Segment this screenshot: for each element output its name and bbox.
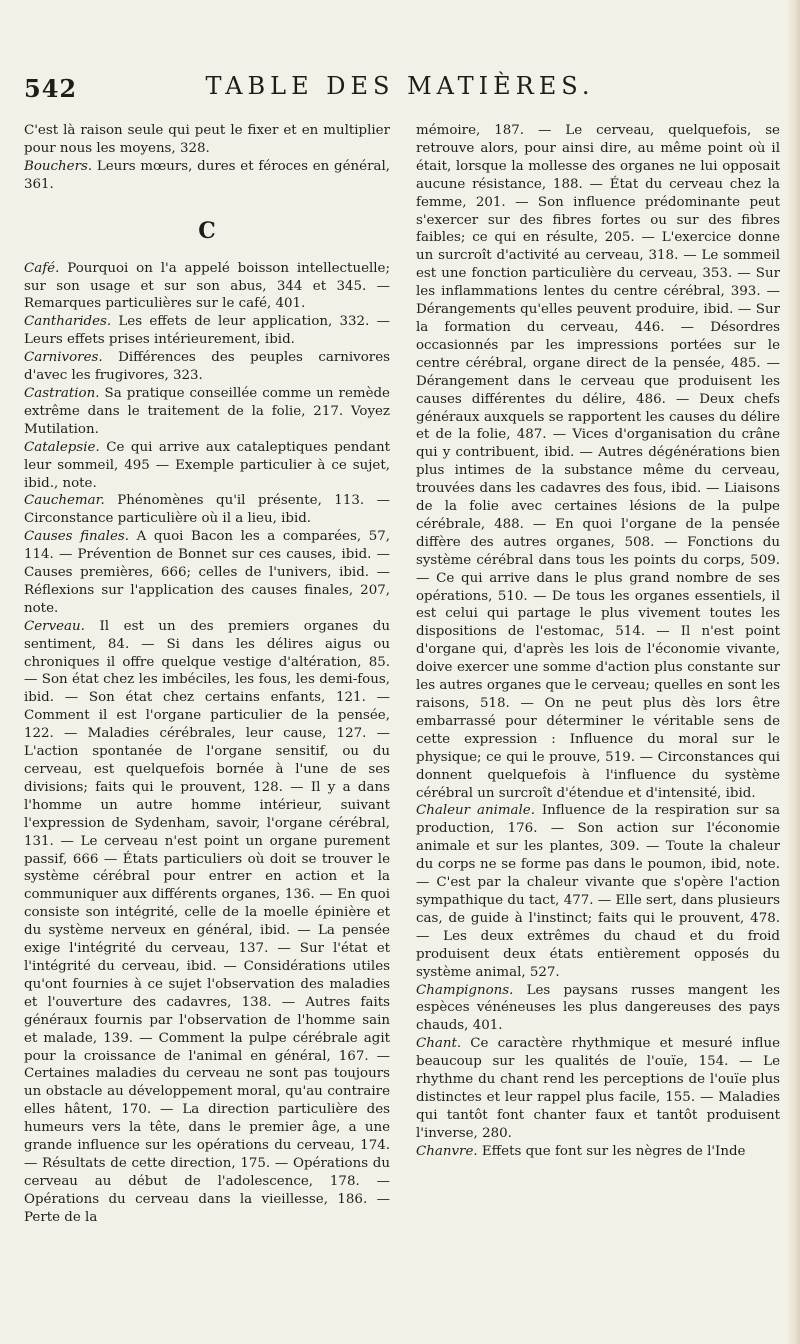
- index-entry: [24, 313, 390, 349]
- index-column-left: [24, 122, 390, 1322]
- entry-text: Les effets de leur application, 332. — Leurs effets prises intérieurement, ibid.: [24, 314, 390, 348]
- entry-text: C'est là raison seule qui peut le fixer et en multiplier pour nous les moyens, 328.: [24, 123, 390, 156]
- entry-text: Il est un des premiers organes du sentiment, 84. — Si dans les délires aigus ou chroniques il offre quelque vestige d'altération, 85. — Son état chez les imbéciles, les fous, les demi-fous, ibid. — Son état chez certains enfants, 121. — Comment il est l'organe particulier de la pensée, 122. — Maladies cérébrales, leur cause, 127. — L'action spontanée de l'organe sensitif, ou du cerveau, est quelquefois bornée à l'une de ses divisions; faits qui le prouvent, 128. — Il y a dans l'homme un autre homme intérieur, suivant l'expression de Sydenham, savoir, l'organe cérébral, 131. — Le cerveau n'est point un organe purement passif, 666 — États particuliers où doit se trouver le système cérébral pour entrer en action et la communiquer aux différents organes, 136. — En quoi consiste son intégrité, celle de la moelle épinière et du système nerveux en général, ibid. — La pensée exige l'intégrité du cerveau, 137. — Sur l'état et l'intégrité du cerveau, ibid. — Considérations utiles qu'ont fournies à ce sujet l'observation des maladies et l'ouverture des cadavres, 138. — Autres faits généraux fournis par l'observation de l'homme sain et malade, 139. — Comment la pulpe cérébrale agit pour la croissance de l'animal en général, 167. — Certaines maladies du cerveau ne sont pas toujours un obstacle au développement moral, qu'au contraire elles hâtent, 170. — La direction particulière des humeurs vers la tête, dans le premier âge, a une grande influence sur les opérations du cerveau, 174. — Résultats de cette direction, 175. — Opérations du cerveau au début de l'adolescence, 178. — Opérations du cerveau dans la vieillesse, 186. — Perte de la: [24, 618, 390, 1225]
- entry-keyword: Cauchemar.: [24, 493, 105, 509]
- entry-text: Les paysans russes mangent les espèces vénéneuses les plus dangereuses des pays chauds, 401.: [416, 982, 780, 1034]
- entry-text: Effets que font sur les nègres de l'Inde: [477, 1143, 746, 1159]
- index-entry: [24, 158, 390, 194]
- index-entry: [416, 1143, 780, 1161]
- index-entry: [24, 349, 390, 385]
- page-number: 542: [24, 74, 78, 103]
- index-entry: [416, 1035, 780, 1142]
- entry-text: mémoire, 187. — Le cerveau, quelquefois, se retrouve alors, pour ainsi dire, au même point où il était, lorsque la mollesse des organes ne lui opposait aucune résistance, 188. — État du cerveau chez la femme, 201. — Son influence prédominante peut s'exercer sur des fibres fortes ou sur des fibres faibles; ce qui en résulte, 205. — L'exercice donne un surcroît d'activité au cerveau, 318. — Le sommeil est une fonction particulière du cerveau, 353. — Sur les inflammations lentes du centre cérébral, 393. — Dérangements qu'elles peuvent produire, ibid. — Sur la formation du cerveau, 446. — Désordres occasionnés par les impressions portées sur le centre cérébral, organe direct de la pensée, 485. — Dérangement dans le cerveau que produisent les causes différentes du délire, 486. — Deux chefs généraux auxquels se rapportent les causes du délire et de la folie, 487. — Vices d'organisation du crâne qui y contribuent, ibid. — Autres dégénérations bien plus intimes de la substance même du cerveau, trouvées dans les cadavres des fous, ibid. — Liaisons de la folie avec certaines lésions de la pulpe cérébrale, 488. — En quoi l'organe de la pensée diffère des autres organes, 508. — Fonctions du système cérébral dans tous les points du corps, 509. — Ce qui arrive dans le plus grand nombre de ses opérations, 510. — De tous les organes essentiels, il est celui qui partage le plus vivement toutes les dispositions de l'estomac, 514. — Il n'est point d'organe qui, d'après les lois de l'économie vivante, doive exercer une somme d'action plus constante sur les autres organes que le cerveau; quelles en sont les raisons, 518. — On ne peut plus dès lors être embarrassé pour déterminer le véritable sens de cette expression : Influence du moral sur le physique; ce qui le prouve, 519. — Circonstances qui donnent quelquefois à l'influence du système cérébral un surcroît d'étendue et d'intensité, ibid.: [416, 123, 780, 801]
- entry-keyword: Causes finales.: [24, 529, 129, 545]
- index-entry: [24, 122, 390, 158]
- section-letter: C: [198, 217, 216, 244]
- entry-keyword: Catalepsie.: [24, 439, 100, 455]
- entry-keyword: Champignons.: [416, 982, 514, 998]
- entry-keyword: Chaleur animale.: [416, 803, 535, 819]
- entry-keyword: Café.: [24, 260, 60, 276]
- entry-keyword: Cerveau.: [24, 618, 85, 634]
- entry-text: Sa pratique conseillée comme un remède extrême dans le traitement de la folie, 217. Voyez Mutilation.: [24, 385, 390, 437]
- index-entry: [24, 439, 390, 493]
- entry-text: Différences des peuples carnivores d'avec les frugivores, 323.: [24, 350, 390, 384]
- entry-text: A quoi Bacon les a comparées, 57, 114. — Prévention de Bonnet sur ces causes, ibid. — Causes premières, 666; celles de l'univers, ibid. — Réflexions sur l'application des causes finales, 207, note.: [24, 529, 390, 616]
- index-entry: [416, 122, 780, 802]
- entry-keyword: Castration.: [24, 385, 100, 401]
- entry-text: Pourquoi on l'a appelé boisson intellectuelle; sur son usage et sur son abus, 344 et 345. — Remarques particulières sur le café, 401.: [24, 260, 390, 312]
- index-column-right: [416, 122, 780, 1322]
- index-entry: [24, 528, 390, 618]
- entry-text: Influence de la respiration sur sa production, 176. — Son action sur l'économie animale et sur les plantes, 309. — Toute la chaleur du corps ne se forme pas dans le poumon, ibid, note. — C'est par la chaleur vivante que s'opère l'action sympathique du tact, 477. — Elle sert, dans plusieurs cas, de guide à l'instinct; faits qui le prouvent, 478. — Les deux extrêmes du chaud et du froid produisent deux états entièrement opposés du système animal, 527.: [416, 803, 780, 980]
- entry-text: Ce qui arrive aux cataleptiques pendant leur sommeil, 495 — Exemple particulier à ce sujet, ibid., note.: [24, 439, 390, 491]
- index-entry: [24, 385, 390, 439]
- page-edge-shadow: [786, 0, 800, 1344]
- index-entry: [416, 802, 780, 981]
- entry-keyword: Bouchers.: [24, 158, 93, 174]
- entry-keyword: Cantharides.: [24, 314, 112, 330]
- index-entry: [24, 260, 390, 314]
- running-head: TABLE DES MATIÈRES.: [205, 72, 595, 100]
- index-entry: [24, 618, 390, 1227]
- index-entry: [24, 492, 390, 528]
- entry-keyword: Chanvre.: [416, 1143, 478, 1159]
- entry-text: Ce caractère rhythmique et mesuré influe beaucoup sur les qualités de l'ouïe, 154. — Le rhythme du chant rend les perceptions de l'ouïe plus distinctes et leur rappel plus facile, 155. — Maladies qui tantôt font chanter faux et tantôt produisent l'inverse, 280.: [416, 1036, 780, 1141]
- entry-keyword: Chant.: [416, 1036, 462, 1052]
- entry-text: Phénomènes qu'il présente, 113. — Circonstance particulière où il a lieu, ibid.: [24, 493, 390, 527]
- entry-text: Leurs mœurs, dures et féroces en général, 361.: [24, 158, 390, 192]
- entry-keyword: Carnivores.: [24, 350, 103, 366]
- index-entry: [416, 982, 780, 1036]
